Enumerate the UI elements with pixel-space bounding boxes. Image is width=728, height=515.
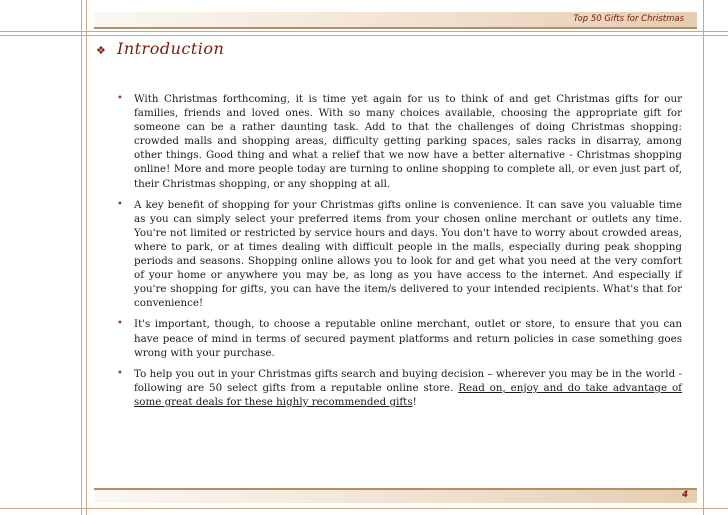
read-on-link[interactable]: Read on, enjoy and do take advantage of some great deals for these highly recommended gifts	[134, 381, 682, 408]
section-bullet-icon: ❖	[96, 44, 106, 57]
bullet-text: A key benefit of shopping for your Christmas gifts online is convenience. It can save you valuable time as you can simply select your preferred items from your chosen online merchant or outlets any time. You're not limited or restricted by service hours and days. You don't have to worry about crowded areas, where to park, or at times dealing with difficult people in the malls, especially during peak shopping periods and seasons. Shopping online allows you to look for and get what you need at the very comfort of your home or anywhere you may be, as long as you have access to the internet. And especially if you're shopping for gifts, you can have the item/s delivered to your intended recipients. What's that for convenience!	[134, 198, 682, 310]
frame-right-line	[703, 0, 704, 515]
bullet-item	[116, 198, 682, 311]
bullet-dot-icon: •	[117, 93, 123, 104]
frame-top-line	[0, 31, 728, 32]
page-number: 4	[682, 490, 688, 500]
section-title: Introduction	[117, 39, 225, 58]
bullet-list	[116, 92, 682, 416]
bullet-text: It's important, though, to choose a reputable online merchant, outlet or store, to ensure that you can have peace of mind in terms of secured payment platforms and return policies in case something goes wrong with your purchase.	[134, 318, 682, 359]
bullet-dot-icon: •	[117, 367, 123, 379]
bullet-dot-icon: •	[117, 198, 123, 210]
header-title: Top 50 Gifts for Christmas	[573, 14, 684, 24]
bullet-dot-icon: •	[117, 318, 123, 330]
bullet-item	[116, 317, 682, 359]
bullet-text: With Christmas forthcoming, it is time yet again for us to think of and get Christmas gifts for our families, friends and loved ones. With so many choices available, choosing the appropriate gift for someone can be a rather daunting task. Add to that the challenges of doing Christmas shopping: crowded malls and shopping areas, difficulty getting parking spaces, sales racks in disarray, among other things. Good thing and what a relief that we now have a better alternative - Christmas shopping online! More and more people today are turning to online shopping to complete all, or even just part of, their Christmas shopping, or any shopping at all.	[134, 93, 682, 190]
bullet-item	[116, 92, 682, 191]
frame-left-line-inner	[86, 0, 87, 515]
bullet-item	[116, 367, 682, 409]
frame-left-line	[81, 0, 82, 515]
footer-bar	[94, 490, 697, 503]
bullet-text: To help you out in your Christmas gifts search and buying decision – wherever you may be in the world - following are 50 select gifts from a reputable online store.	[134, 367, 682, 394]
bullet-suffix: !	[412, 395, 417, 408]
frame-top-line-inner	[0, 35, 728, 36]
header-underline	[94, 27, 697, 29]
frame-bottom-line	[0, 508, 728, 509]
